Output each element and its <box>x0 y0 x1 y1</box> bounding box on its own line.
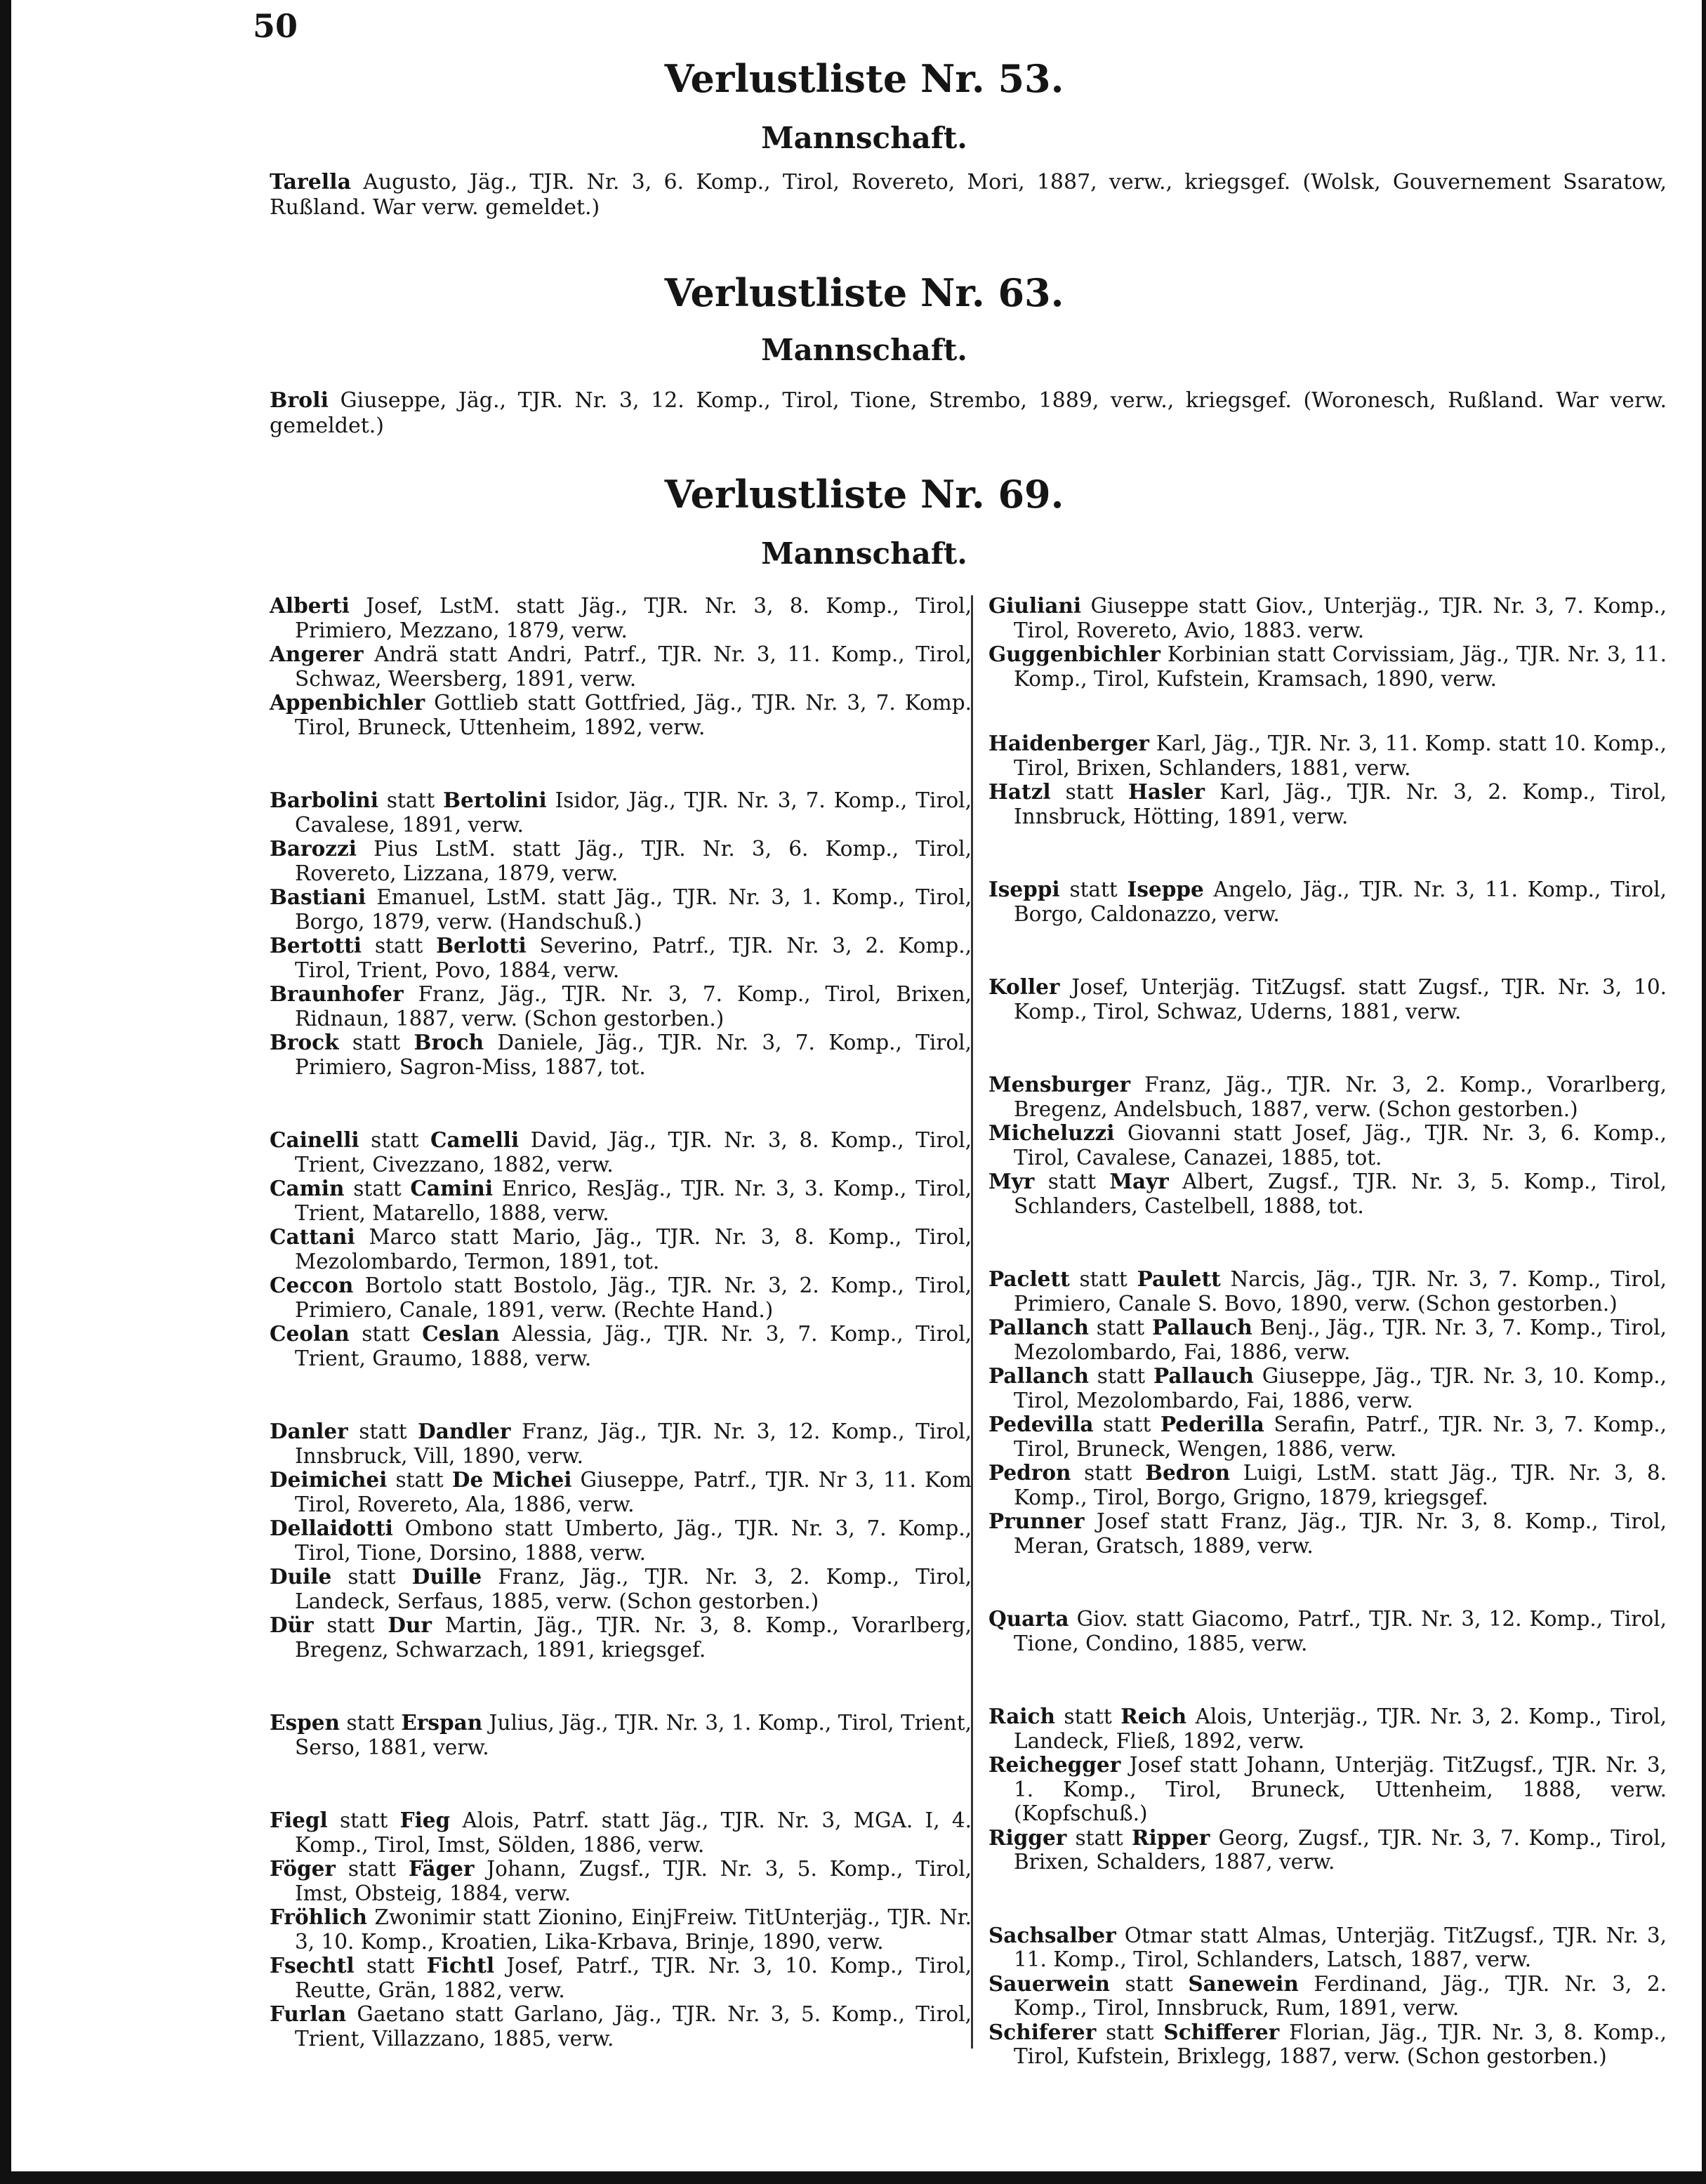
list-item: Paclett statt Paulett Narcis, Jäg., TJR. Nr. 3, 7. Komp., Tirol, Primiero, Canale S. Bovo, 1890, verw. (Schon gestorben.) <box>988 1266 1667 1316</box>
section-63-entry <box>270 388 1667 439</box>
list-item: Cattani Marco statt Mario, Jäg., TJR. Nr. 3, 8. Komp., Tirol, Mezolombardo, Termon, 1891, tot. <box>270 1224 972 1273</box>
list-item: Duile statt Duille Franz, Jäg., TJR. Nr. 3, 2. Komp., Tirol, Landeck, Serfaus, 1885, verw. (Schon gestorben.) <box>270 1564 972 1613</box>
group-spacer <box>270 1662 972 1711</box>
section-53-title: Verlustliste Nr. 53. <box>664 56 1064 101</box>
entry-text: Augusto, Jäg., TJR. Nr. 3, 6. Komp., Tirol, Rovereto, Mori, 1887, verw., kriegsgef. (Wolsk, Gouvernement Ssaratow, Rußland. War verw. gemeldet.) <box>270 170 1667 220</box>
group-spacer <box>270 739 972 788</box>
list-item: Quarta Giov. statt Giacomo, Patrf., TJR. Nr. 3, 12. Komp., Tirol, Tione, Condino, 1885, verw. <box>988 1606 1667 1655</box>
list-item: Braunhofer Franz, Jäg., TJR. Nr. 3, 7. Komp., Tirol, Brixen, Ridnaun, 1887, verw. (Schon gestorben.) <box>270 981 972 1031</box>
list-item: Ceccon Bortolo statt Bostolo, Jäg., TJR. Nr. 3, 2. Komp., Tirol, Primiero, Canale, 1891, verw. (Rechte Hand.) <box>270 1273 972 1322</box>
section-63-subtitle: Mannschaft. <box>761 333 967 367</box>
list-item: Sauerwein statt Sanewein Ferdinand, Jäg., TJR. Nr. 3, 2. Komp., Tirol, Innsbruck, Rum, 1891, verw. <box>988 1971 1667 2020</box>
group-spacer <box>270 1370 972 1419</box>
group-spacer <box>988 1024 1667 1073</box>
list-item: Föger statt Fäger Johann, Zugsf., TJR. Nr. 3, 5. Komp., Tirol, Imst, Obsteig, 1884, verw. <box>270 1856 972 1905</box>
list-item: Dellaidotti Ombono statt Umberto, Jäg., TJR. Nr. 3, 7. Komp., Tirol, Tione, Dorsino, 1888, verw. <box>270 1516 972 1565</box>
list-item: Mensburger Franz, Jäg., TJR. Nr. 3, 2. Komp., Vorarlberg, Bregenz, Andelsbuch, 1887, verw. (Schon gestorben.) <box>988 1072 1667 1121</box>
list-item: Fsechtl statt Fichtl Josef, Patrf., TJR. Nr. 3, 10. Komp., Tirol, Reutte, Grän, 1882, verw. <box>270 1953 972 2002</box>
list-item: Danler statt Dandler Franz, Jäg., TJR. Nr. 3, 12. Komp., Tirol, Innsbruck, Vill, 1890, verw. <box>270 1419 972 1468</box>
list-item: Prunner Josef statt Franz, Jäg., TJR. Nr. 3, 8. Komp., Tirol, Meran, Gratsch, 1889, verw. <box>988 1509 1667 1558</box>
page-number: 50 <box>253 7 298 45</box>
list-item: Pedevilla statt Pederilla Serafin, Patrf., TJR. Nr. 3, 7. Komp., Tirol, Bruneck, Wengen, 1886, verw. <box>988 1412 1667 1461</box>
list-item: Espen statt Erspan Julius, Jäg., TJR. Nr. 3, 1. Komp., Tirol, Trient, Serso, 1881, verw. <box>270 1710 972 1759</box>
list-item: Angerer Andrä statt Andri, Patrf., TJR. Nr. 3, 11. Komp., Tirol, Schwaz, Weersberg, 1891, verw. <box>270 642 972 691</box>
list-item: Giuliani Giuseppe statt Giov., Unterjäg., TJR. Nr. 3, 7. Komp., Tirol, Rovereto, Avio, 1883. verw. <box>988 593 1667 642</box>
list-item: Pallanch statt Pallauch Benj., Jäg., TJR. Nr. 3, 7. Komp., Tirol, Mezolombardo, Fai, 1886, verw. <box>988 1315 1667 1364</box>
list-item: Bertotti statt Berlotti Severino, Patrf., TJR. Nr. 3, 2. Komp., Tirol, Trient, Povo, 1884, verw. <box>270 933 972 982</box>
section-53-subtitle: Mannschaft. <box>761 121 967 155</box>
list-item: Iseppi statt Iseppe Angelo, Jäg., TJR. Nr. 3, 11. Komp., Tirol, Borgo, Caldonazzo, verw. <box>988 877 1667 926</box>
group-spacer <box>988 1655 1667 1705</box>
list-item: Barozzi Pius LstM. statt Jäg., TJR. Nr. 3, 6. Komp., Tirol, Rovereto, Lizzana, 1879, verw. <box>270 836 972 885</box>
entry-name: Broli <box>270 388 329 413</box>
entry-text: Giuseppe, Jäg., TJR. Nr. 3, 12. Komp., Tirol, Tione, Strembo, 1889, verw., kriegsgef. (Woronesch, Rußland. War verw. gemeldet.) <box>270 388 1667 438</box>
list-item: Ceolan statt Ceslan Alessia, Jäg., TJR. Nr. 3, 7. Komp., Tirol, Trient, Graumo, 1888, verw. <box>270 1321 972 1370</box>
list-item: Dür statt Dur Martin, Jäg., TJR. Nr. 3, 8. Komp., Vorarlberg, Bregenz, Schwarzach, 1891, kriegsgef. <box>270 1613 972 1662</box>
list-item: Camin statt Camini Enrico, ResJäg., TJR. Nr. 3, 3. Komp., Tirol, Trient, Matarello, 1888, verw. <box>270 1176 972 1225</box>
list-item: Micheluzzi Giovanni statt Josef, Jäg., TJR. Nr. 3, 6. Komp., Tirol, Cavalese, Canazei, 1885, tot. <box>988 1120 1667 1170</box>
list-item: Hatzl statt Hasler Karl, Jäg., TJR. Nr. 3, 2. Komp., Tirol, Innsbruck, Hötting, 1891, verw. <box>988 779 1667 828</box>
left-column <box>270 594 972 2051</box>
list-item: Schiferer statt Schifferer Florian, Jäg., TJR. Nr. 3, 8. Komp., Tirol, Kufstein, Brixlegg, 1887, verw. (Schon gestorben.) <box>988 2019 1667 2068</box>
section-63-title: Verlustliste Nr. 63. <box>664 270 1064 315</box>
group-spacer <box>988 926 1667 975</box>
list-item: Reichegger Josef statt Johann, Unterjäg. TitZugsf., TJR. Nr. 3, 1. Komp., Tirol, Bruneck, Uttenheim, 1888, verw. (Kopfschuß.) <box>988 1752 1667 1825</box>
list-item: Appenbichler Gottlieb statt Gottfried, Jäg., TJR. Nr. 3, 7. Komp. Tirol, Bruneck, Uttenheim, 1892, verw. <box>270 690 972 739</box>
group-spacer <box>988 1874 1667 1924</box>
list-item: Fiegl statt Fieg Alois, Patrf. statt Jäg., TJR. Nr. 3, MGA. I, 4. Komp., Tirol, Imst, Sölden, 1886, verw. <box>270 1808 972 1857</box>
section-69-title: Verlustliste Nr. 69. <box>664 472 1064 517</box>
group-spacer <box>988 828 1667 878</box>
section-53-entry <box>270 170 1667 220</box>
section-69-subtitle: Mannschaft. <box>761 536 967 571</box>
group-spacer <box>988 1218 1667 1267</box>
right-column <box>988 594 1667 2069</box>
list-item: Rigger statt Ripper Georg, Zugsf., TJR. Nr. 3, 7. Komp., Tirol, Brixen, Schalders, 1887, verw. <box>988 1825 1667 1874</box>
group-spacer <box>270 1079 972 1128</box>
list-item: Barbolini statt Bertolini Isidor, Jäg., TJR. Nr. 3, 7. Komp., Tirol, Cavalese, 1891, verw. <box>270 788 972 837</box>
list-item: Brock statt Broch Daniele, Jäg., TJR. Nr. 3, 7. Komp., Tirol, Primiero, Sagron-Miss, 1887, tot. <box>270 1030 972 1079</box>
list-item: Guggenbichler Korbinian statt Corvissiam, Jäg., TJR. Nr. 3, 11. Komp., Tirol, Kufstein, Kramsach, 1890, verw. <box>988 642 1667 691</box>
list-item: Raich statt Reich Alois, Unterjäg., TJR. Nr. 3, 2. Komp., Tirol, Landeck, Fließ, 1892, verw. <box>988 1704 1667 1753</box>
list-item: Pedron statt Bedron Luigi, LstM. statt Jäg., TJR. Nr. 3, 8. Komp., Tirol, Borgo, Grigno, 1879, kriegsgef. <box>988 1460 1667 1509</box>
group-spacer <box>988 691 1667 732</box>
list-item: Myr statt Mayr Albert, Zugsf., TJR. Nr. 3, 5. Komp., Tirol, Schlanders, Castelbell, 1888, tot. <box>988 1169 1667 1218</box>
list-item: Cainelli statt Camelli David, Jäg., TJR. Nr. 3, 8. Komp., Tirol, Trient, Civezzano, 1882, verw. <box>270 1127 972 1177</box>
list-item: Bastiani Emanuel, LstM. statt Jäg., TJR. Nr. 3, 1. Komp., Tirol, Borgo, 1879, verw. (Handschuß.) <box>270 885 972 934</box>
list-item: Furlan Gaetano statt Garlano, Jäg., TJR. Nr. 3, 5. Komp., Tirol, Trient, Villazzano, 1885, verw. <box>270 2001 972 2051</box>
list-item: Sachsalber Otmar statt Almas, Unterjäg. TitZugsf., TJR. Nr. 3, 11. Komp., Tirol, Schlanders, Latsch, 1887, verw. <box>988 1922 1667 1971</box>
list-item: Fröhlich Zwonimir statt Zionino, EinjFreiw. TitUnterjäg., TJR. Nr. 3, 10. Komp., Kroatien, Lika-Krbava, Brinje, 1890, verw. <box>270 1905 972 1954</box>
list-item: Deimichei statt De Michei Giuseppe, Patrf., TJR. Nr 3, 11. Kom Tirol, Rovereto, Ala, 1886, verw. <box>270 1467 972 1516</box>
list-item: Haidenberger Karl, Jäg., TJR. Nr. 3, 11. Komp. statt 10. Komp., Tirol, Brixen, Schlanders, 1881, verw. <box>988 731 1667 780</box>
list-item: Alberti Josef, LstM. statt Jäg., TJR. Nr. 3, 8. Komp., Tirol, Primiero, Mezzano, 1879, verw. <box>270 593 972 642</box>
group-spacer <box>270 1759 972 1808</box>
list-item: Koller Josef, Unterjäg. TitZugsf. statt Zugsf., TJR. Nr. 3, 10. Komp., Tirol, Schwaz, Uderns, 1881, verw. <box>988 974 1667 1024</box>
group-spacer <box>988 1558 1667 1607</box>
entry-name: Tarella <box>270 170 352 194</box>
list-item: Pallanch statt Pallauch Giuseppe, Jäg., TJR. Nr. 3, 10. Komp., Tirol, Mezolombardo, Fai, 1886, verw. <box>988 1363 1667 1412</box>
